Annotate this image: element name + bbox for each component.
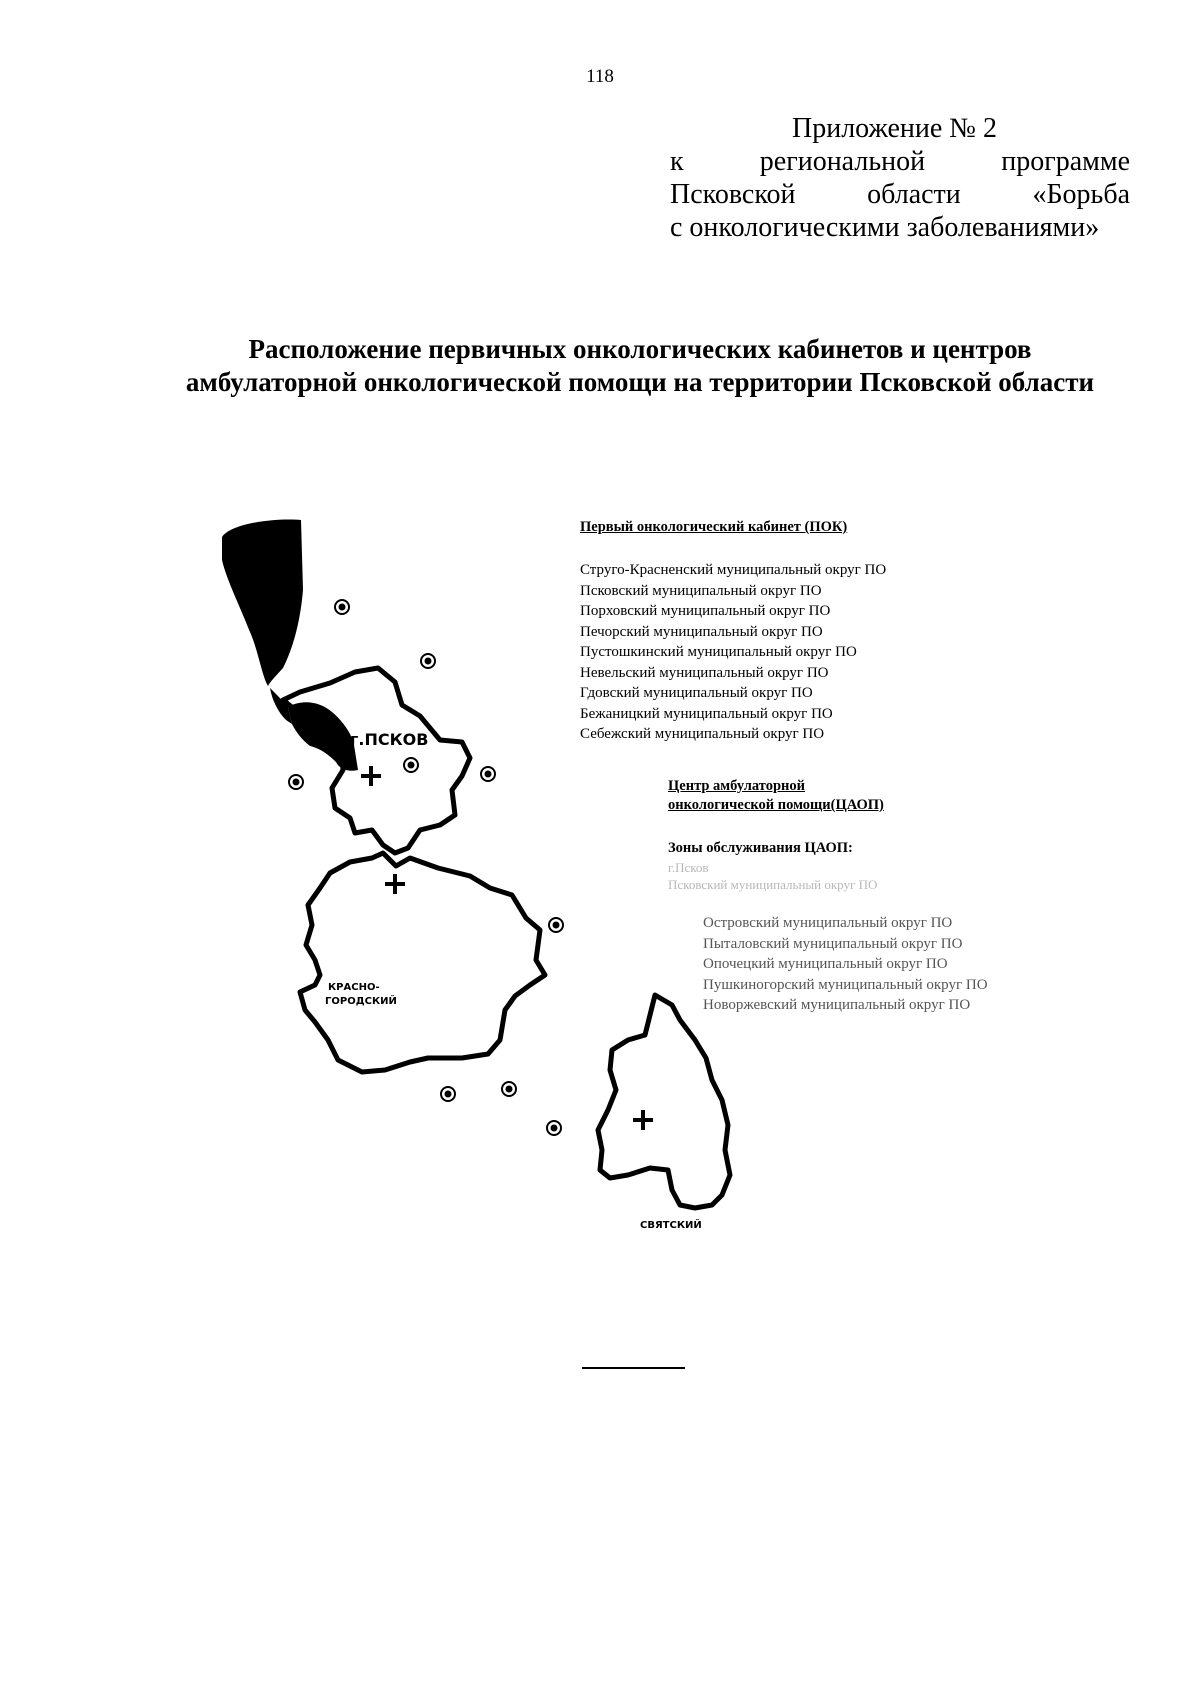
krasnogorodsky-label: КРАСНО- ГОРОДСКИЙ [325, 982, 397, 1007]
appendix-word: к [670, 146, 684, 177]
appendix-line-4: с онкологическими заболеваниями» [670, 212, 1100, 243]
pok-item: Себежский муниципальный округ ПО [580, 726, 825, 742]
footer-divider [582, 1367, 685, 1369]
pok-item: Псковский муниципальный округ ПО [580, 582, 822, 599]
pok-item: Печорский муниципальный округ ПО [580, 623, 823, 640]
pok-item: Струго-Красненский муниципальный округ ПО [580, 562, 887, 578]
pskov-city-label: г.ПСКОВ [350, 730, 429, 749]
appendix-word: Псковской [670, 179, 796, 210]
appendix-word: программе [1001, 146, 1131, 177]
pok-item: Гдовский муниципальный округ ПО [580, 685, 813, 701]
pok-heading: Первый онкологический кабинет (ПОК) [580, 519, 848, 535]
title-line-2: амбулаторной онкологической помощи на территории Псковской области [185, 367, 1095, 397]
appendix-word: «Борьба [1032, 179, 1130, 210]
zone-faint-item: г.Псков [668, 860, 709, 875]
pok-item: Невельский муниципальный округ ПО [580, 664, 829, 681]
caop-heading-line-1: Центр амбулаторной [668, 778, 805, 794]
page-number: 118 [586, 66, 614, 87]
pok-item: Бежаницкий муниципальный округ ПО [580, 705, 833, 722]
pok-item: Порховский муниципальный округ ПО [580, 603, 831, 619]
zone-item: Островский муниципальный округ ПО [703, 915, 953, 931]
appendix-line-1: Приложение № 2 [792, 113, 997, 144]
appendix-word: региональной [759, 146, 926, 177]
appendix-word: области [867, 179, 961, 210]
zone-item: Пушкиногорский муниципальный округ ПО [703, 976, 988, 993]
title-line-1: Расположение первичных онкологических кабинетов и центров [248, 334, 1032, 364]
pok-item: Пустошкинский муниципальный округ ПО [580, 644, 857, 660]
zone-item: Пыталовский муниципальный округ ПО [703, 935, 963, 952]
zone-faint-item: Псковский муниципальный округ ПО [668, 877, 878, 892]
zone-item: Новоржевский муниципальный округ ПО [703, 997, 971, 1013]
zones-heading: Зоны обслуживания ЦАОП: [668, 840, 853, 856]
zone-item: Опочецкий муниципальный округ ПО [703, 956, 948, 972]
svyatogorsky-label: СВЯТСКИЙ [640, 1220, 702, 1231]
caop-heading-line-2: онкологической помощи(ЦАОП) [668, 797, 884, 813]
